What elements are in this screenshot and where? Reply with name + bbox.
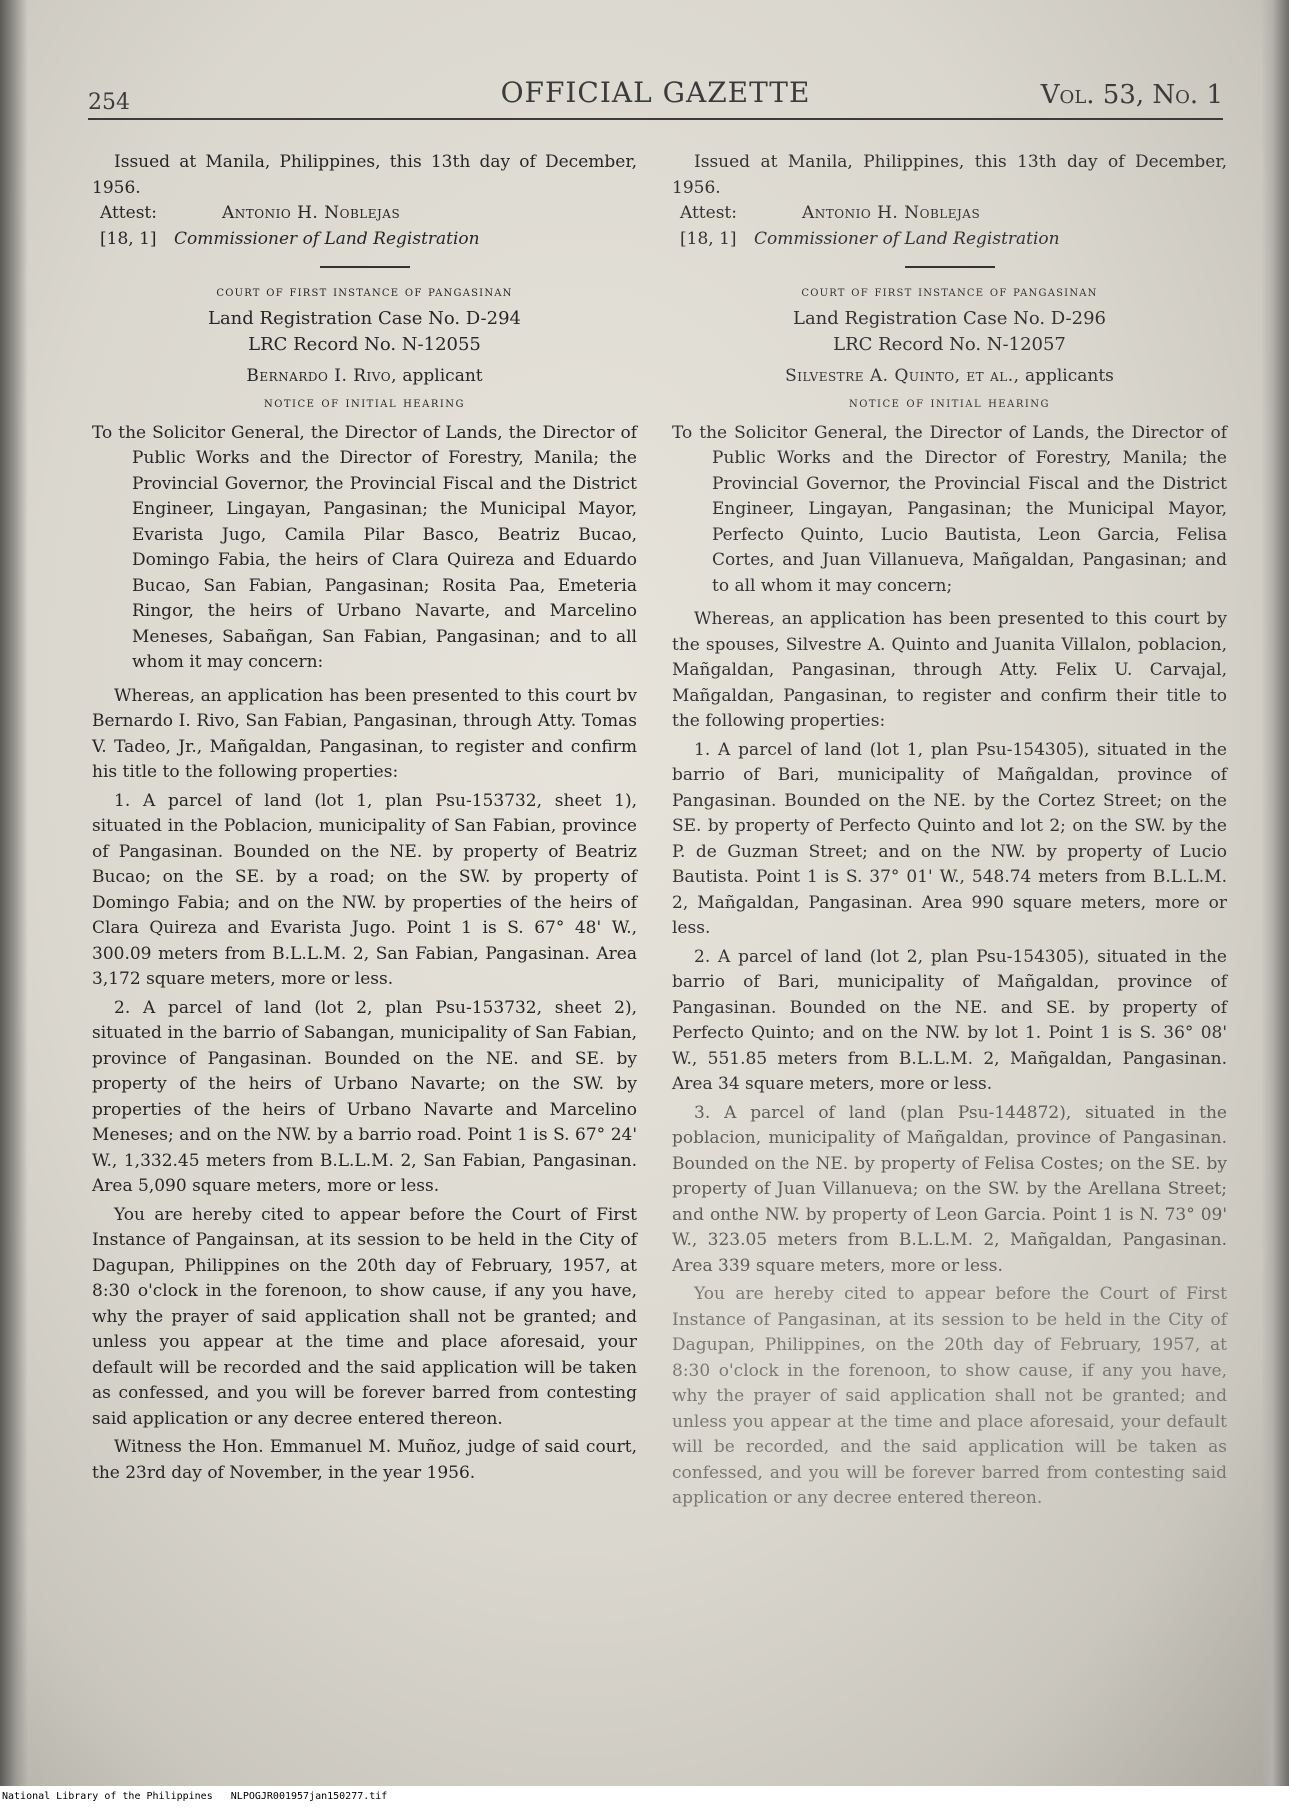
page-header xyxy=(88,72,1223,120)
scan-footer xyxy=(0,1786,1289,1808)
whereas-paragraph: Whereas, an application has been presented to this court by the spouses, Silvestre A. Quinto and Juanita Villalon, poblacion, Mañgaldan, Pangasinan, through Atty. Felix U. Carvajal, Mañgaldan, Pangasinan, to register and confirm their title to the following properties: xyxy=(672,609,1227,731)
citation-paragraph: You are hereby cited to appear before the Court of First Instance of Pangainsan, at its session to be held in the City of Dagupan, Philippines on the 20th day of February, 1957, at 8:30 o'clock in the forenoon, to show cause, if any you have, why the prayer of said application shall not be granted; and unless you appear at the time and place aforesaid, your default will be recorded and the said application will be taken as confessed, and you will be forever barred from contesting said application or any decree entered thereon. xyxy=(92,1204,637,1429)
attest-name: Antonio H. Noblejas xyxy=(802,203,981,223)
attest-name: Antonio H. Noblejas xyxy=(222,203,401,223)
right-column xyxy=(672,150,1227,1515)
issue-code: [18, 1] xyxy=(680,228,737,249)
attest-label: Attest: xyxy=(680,203,737,223)
court-heading: court of first instance of pangasinan xyxy=(216,284,513,300)
attest-row xyxy=(680,201,1227,227)
applicant-name: Bernardo I. Rivo, xyxy=(246,365,397,386)
applicant-suffix: applicant xyxy=(402,365,483,386)
attest-title-row xyxy=(680,227,1227,253)
witness-paragraph: Witness the Hon. Emmanuel M. Muñoz, judge of said court, the 23rd day of November, in the year 1956. xyxy=(92,1437,637,1483)
attest-title: Commissioner of Land Registration xyxy=(754,228,1060,249)
scan-filename: NLPOGJR001957jan150277.tif xyxy=(230,1791,388,1802)
notice-heading: notice of initial hearing xyxy=(263,395,466,411)
applicant-line xyxy=(672,364,1227,390)
issue-code: [18, 1] xyxy=(100,228,157,249)
record-number: LRC Record No. N-12055 xyxy=(248,333,481,355)
court-heading: court of first instance of pangasinan xyxy=(801,284,1098,300)
attest-title: Commissioner of Land Registration xyxy=(174,228,480,249)
section-divider xyxy=(320,266,410,268)
parcel-1: 1. A parcel of land (lot 1, plan Psu-153732, sheet 1), situated in the Poblacion, municipality of San Fabian, province of Pangasinan. Bounded on the NE. by property of Beatriz Bucao; on the SE. by a road; on the SW. by property of Domingo Fabia; and on the NW. by properties of the heirs of Clara Quireza and Evarista Jugo. Point 1 is S. 67° 48' W., 300.09 meters from B.L.L.M. 2, San Fabian, Pangasinan. Area 3,172 square meters, more or less. xyxy=(92,790,637,989)
applicant-suffix: applicants xyxy=(1024,365,1114,386)
library-credit: National Library of the Philippines xyxy=(2,1791,213,1802)
attest-label: Attest: xyxy=(100,203,157,223)
issued-statement: Issued at Manila, Philippines, this 13th day of December, 1956. xyxy=(672,152,1227,198)
applicant-name: Silvestre A. Quinto, et al., xyxy=(785,365,1020,386)
whereas-paragraph: Whereas, an application has been presented to this court bv Bernardo I. Rivo, San Fabian, Pangasinan, through Atty. Tomas V. Tadeo, Jr., Mañgaldan, Pangasinan, to register and confirm his title to the following properties: xyxy=(92,685,637,782)
case-number: Land Registration Case No. D-294 xyxy=(208,307,521,329)
volume-number: Vol. 53, No. 1 xyxy=(1040,80,1223,110)
record-number: LRC Record No. N-12057 xyxy=(833,333,1066,355)
addressees: To the Solicitor General, the Director of Lands, the Director of Public Works and the Director of Forestry, Manila; the Provincial Governor, the Provincial Fiscal and the District Engineer, Lingayan, Pangasinan; the Municipal Mayor, Evarista Jugo, Camila Pilar Basco, Beatriz Bucao, Domingo Fabia, the heirs of Clara Quireza and Eduardo Bucao, San Fabian, Pangasinan; Rosita Paa, Emeteria Ringor, the heirs of Urbano Navarte, and Marcelino Meneses, Sabañgan, San Fabian, Pangasinan; and to all whom it may concern: xyxy=(92,422,637,672)
section-divider xyxy=(905,266,995,268)
parcel-2: 2. A parcel of land (lot 2, plan Psu-154305), situated in the barrio of Bari, municipality of Mañgaldan, province of Pangasinan. Bounded on the NE. and SE. by property of Perfecto Quinto; and on the NW. by lot 1. Point 1 is S. 36° 08' W., 551.85 meters from B.L.L.M. 2, Mañgaldan, Pangasinan. Area 34 square meters, more or less. xyxy=(672,946,1227,1094)
issued-statement: Issued at Manila, Philippines, this 13th day of December, 1956. xyxy=(92,152,637,198)
citation-paragraph: You are hereby cited to appear before the Court of First Instance of Pangasinan, at its session to be held in the City of Dagupan, Philippines, on the 20th day of February, 1957, at 8:30 o'clock in the forenoon, to show cause, if any you have, why the prayer of said application shall not be granted; and unless you appear at the time and place aforesaid, your default will be recorded, and the said application will be taken as confessed, and you will be forever barred from contesting said application or any decree entered thereon. xyxy=(672,1284,1227,1508)
case-number: Land Registration Case No. D-296 xyxy=(793,307,1106,329)
parcel-1: 1. A parcel of land (lot 1, plan Psu-154305), situated in the barrio of Bari, municipality of Mañgaldan, province of Pangasinan. Bounded on the NE. by the Cortez Street; on the SE. by property of Perfecto Quinto and lot 2; on the SW. by the P. de Guzman Street; and on the NW. by property of Lucio Bautista. Point 1 is S. 37° 01' W., 548.74 meters from B.L.L.M. 2, Mañgaldan, Pangasinan. Area 990 square meters, more or less. xyxy=(672,739,1227,938)
parcel-2: 2. A parcel of land (lot 2, plan Psu-153732, sheet 2), situated in the barrio of Sabangan, municipality of San Fabian, province of Pangasinan. Bounded on the NE. and SE. by property of the heirs of Urbano Navarte; on the SW. by properties of the heirs of Urbano Navarte and Marcelino Meneses; and on the NW. by a barrio road. Point 1 is S. 67° 24' W., 1,332.45 meters from B.L.L.M. 2, San Fabian, Pangasinan. Area 5,090 square meters, more or less. xyxy=(92,997,637,1196)
attest-title-row xyxy=(100,227,637,253)
parcel-3: 3. A parcel of land (plan Psu-144872), situated in the poblacion, municipality of Mañgaldan, province of Pangasinan. Bounded on the NE. by property of Felisa Costes; on the SE. by property of Juan Villanueva; on the SW. by the Arellana Street; and onthe NW. by property of Leon Garcia. Point 1 is N. 73° 09' W., 323.05 meters from B.L.L.M. 2, Mañgaldan, Pangasinan. Area 339 square meters, more or less. xyxy=(672,1102,1227,1276)
applicant-line xyxy=(92,364,637,390)
page-number: 254 xyxy=(88,90,130,115)
left-column xyxy=(92,150,637,1489)
addressees: To the Solicitor General, the Director of Lands, the Director of Public Works and the Director of Forestry, Manila; the Provincial Governor, the Provincial Fiscal and the District Engineer, Lingayan, Pangasinan; the Municipal Mayor, Perfecto Quinto, Lucio Bautista, Leon Garcia, Felisa Cortes, and Juan Villanueva, Mañgaldan, Pangasinan; and to all whom it may concern; xyxy=(672,422,1227,596)
notice-heading: notice of initial hearing xyxy=(848,395,1051,411)
attest-row xyxy=(100,201,637,227)
publication-title: OFFICIAL GAZETTE xyxy=(500,76,811,109)
